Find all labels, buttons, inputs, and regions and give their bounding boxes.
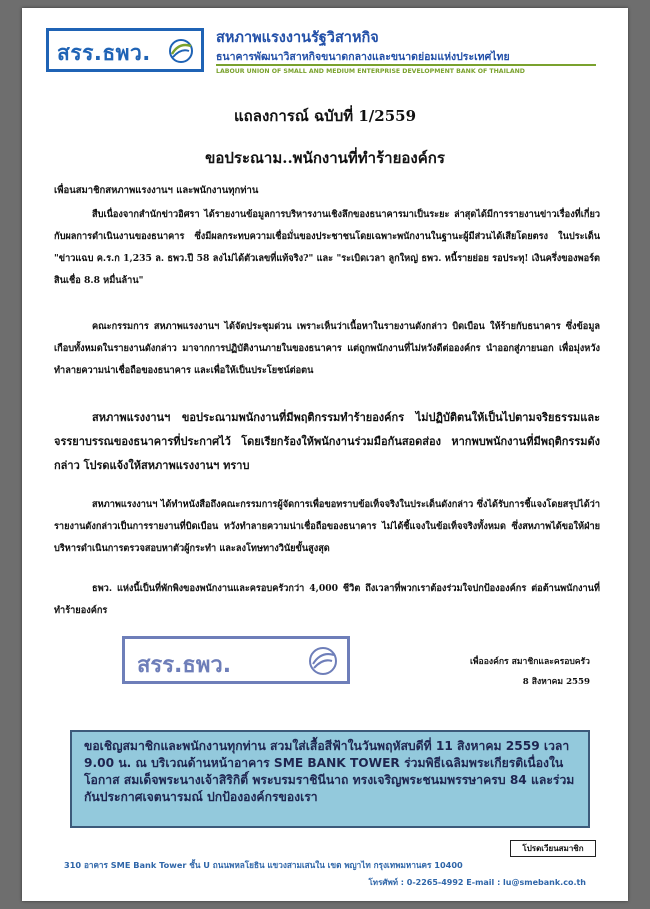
paragraph-4 <box>54 494 600 560</box>
statement-number: แถลงการณ์ ฉบับที่ 1/2559 <box>234 107 416 125</box>
union-logo <box>46 28 204 72</box>
logo-text: สรร.ธพว. <box>57 41 151 65</box>
document-page <box>22 8 628 901</box>
union-stamp <box>122 636 350 684</box>
paragraph-text: ธพว. แห่งนี้เป็นที่พักพิงของพนักงานและครอบครัวกว่า 4,000 ชีวิต ถึงเวลาที่พวกเราต้องร่วมใจปกป้ององค์กร ต่อต้านพนักงานที่ทำร้ายองค์กร <box>54 583 600 616</box>
paragraph-2 <box>54 316 600 382</box>
circulate-note: โปรดเวียนสมาชิก <box>510 840 596 857</box>
signature-date: 8 สิงหาคม 2559 <box>522 677 590 687</box>
stamp-logo-icon <box>307 645 339 677</box>
swoosh-logo-icon <box>167 38 195 64</box>
footer-address: 310 อาคาร SME Bank Tower ชั้น U ถนนพหลโยธิน แขวงสามเสนใน เขต พญาไท กรุงเทพมหานคร 10400 <box>64 860 463 870</box>
invitation-box: ขอเชิญสมาชิกและพนักงานทุกท่าน สวมใส่เสื้อสีฟ้าในวันพฤหัสบดีที่ 11 สิงหาคม 2559 เวลา 9.00 น. ณ บริเวณด้านหน้าอาคาร SME BANK TOWER ร่วมพิธีเฉลิมพระเกียรติเนื่องในโอกาส สมเด็จพระนางเจ้าสิริกิติ์ พระบรมราชินีนาถ ทรงเจริญพระชนมพรรษาครบ 84 และร่วมกันประกาศเจตนารมณ์ ปกป้ององค์กรของเรา <box>70 730 590 828</box>
paragraph-text: สืบเนื่องจากสำนักข่าวอิศรา ได้รายงานข้อมูลการบริหารงานเชิงลึกของธนาคารมาเป็นระยะ ล่าสุดได้มีการรายงานข่าวเรื่องที่เกี่ยวกับผลการดำเนินงานของธนาคาร ซึ่งมีผลกระทบความเชื่อมั่นของประชาชนโดยเฉพาะพนักงานในฐานะผู้มีส่วนได้เสียโดยตรง ในประเด็น "ข่าวแฉบ ค.ร.ก 1,235 ล. ธพว.ปี 58 ลงไม่ได้ตัวเลขที่แท้จริง?" และ "ระเบิดเวลา ลูกใหญ่ ธพว. หนี้รายย่อย รอประทุ! เงินครึ่งของพอร์ตสินเชื่อ 8.8 หมื่นล้าน" <box>54 209 600 286</box>
org-name-th: สหภาพแรงงานรัฐวิสาหกิจ <box>216 30 379 46</box>
bank-name-th: ธนาคารพัฒนาวิสาหกิจขนาดกลางและขนาดย่อมแห่งประเทศไทย <box>216 51 510 63</box>
stamp-text: สรร.ธพว. <box>137 653 232 678</box>
statement-title: ขอประณาม..พนักงานที่ทำร้ายองค์กร <box>205 149 445 167</box>
paragraph-text: คณะกรรมการ สหภาพแรงงานฯ ได้จัดประชุมด่วน เพราะเห็นว่าเนื้อหาในรายงานดังกล่าว บิดเบือน ให้ร้ายกับธนาคาร ซึ่งข้อมูลเกือบทั้งหมดในรายงานดังกล่าว มาจากการปฏิบัติงานภายในของธนาคาร แต่ถูกพนักงานที่ไม่หวังดีต่อองค์กร นำออกสู่ภายนอก เพื่อมุ่งหวังทำลายความน่าเชื่อถือของธนาคาร และเพื่อให้เป็นประโยชน์ต่อตน <box>54 321 600 376</box>
signature-line: เพื่อองค์กร สมาชิกและครอบครัว <box>469 657 590 667</box>
paragraph-text: สหภาพแรงงานฯ ขอประณามพนักงานที่มีพฤติกรรมทำร้ายองค์กร ไม่ปฏิบัติตนให้เป็นไปตามจริยธรรมและจรรยาบรรณของธนาคารที่ประกาศไว้ โดยเรียกร้องให้พนักงานร่วมมือกันสอดส่อง หากพบพนักงานที่มีพฤติกรรมดังกล่าว โปรดแจ้งให้สหภาพแรงงานฯ ทราบ <box>54 411 600 472</box>
org-name-en: LABOUR UNION OF SMALL AND MEDIUM ENTERPRISE DEVELOPMENT BANK OF THAILAND <box>216 68 525 75</box>
paragraph-5 <box>54 578 600 622</box>
salutation: เพื่อนสมาชิกสหภาพแรงงานฯ และพนักงานทุกท่าน <box>54 185 259 196</box>
paragraph-1 <box>54 204 600 292</box>
paragraph-3 <box>54 406 600 478</box>
footer-contact: โทรศัพท์ : 0-2265-4992 E-mail : lu@smebank.co.th <box>368 878 586 887</box>
header-divider <box>216 64 596 66</box>
paragraph-text: สหภาพแรงงานฯ ได้ทำหนังสือถึงคณะกรรมการผู้จัดการเพื่อขอทราบข้อเท็จจริงในประเด็นดังกล่าว ซึ่งได้รับการชี้แจงโดยสรุปได้ว่ารายงานดังกล่าวเป็นการรายงานที่บิดเบือน หวังทำลายความน่าเชื่อถือของธนาคาร ไม่ได้ชี้แจงในข้อเท็จจริงทั้งหมด ซึ่งสหภาพได้ขอให้ฝ่ายบริหารดำเนินการตรวจสอบหาตัวผู้กระทำ และลงโทษทางวินัยขั้นสูงสุด <box>54 499 600 554</box>
